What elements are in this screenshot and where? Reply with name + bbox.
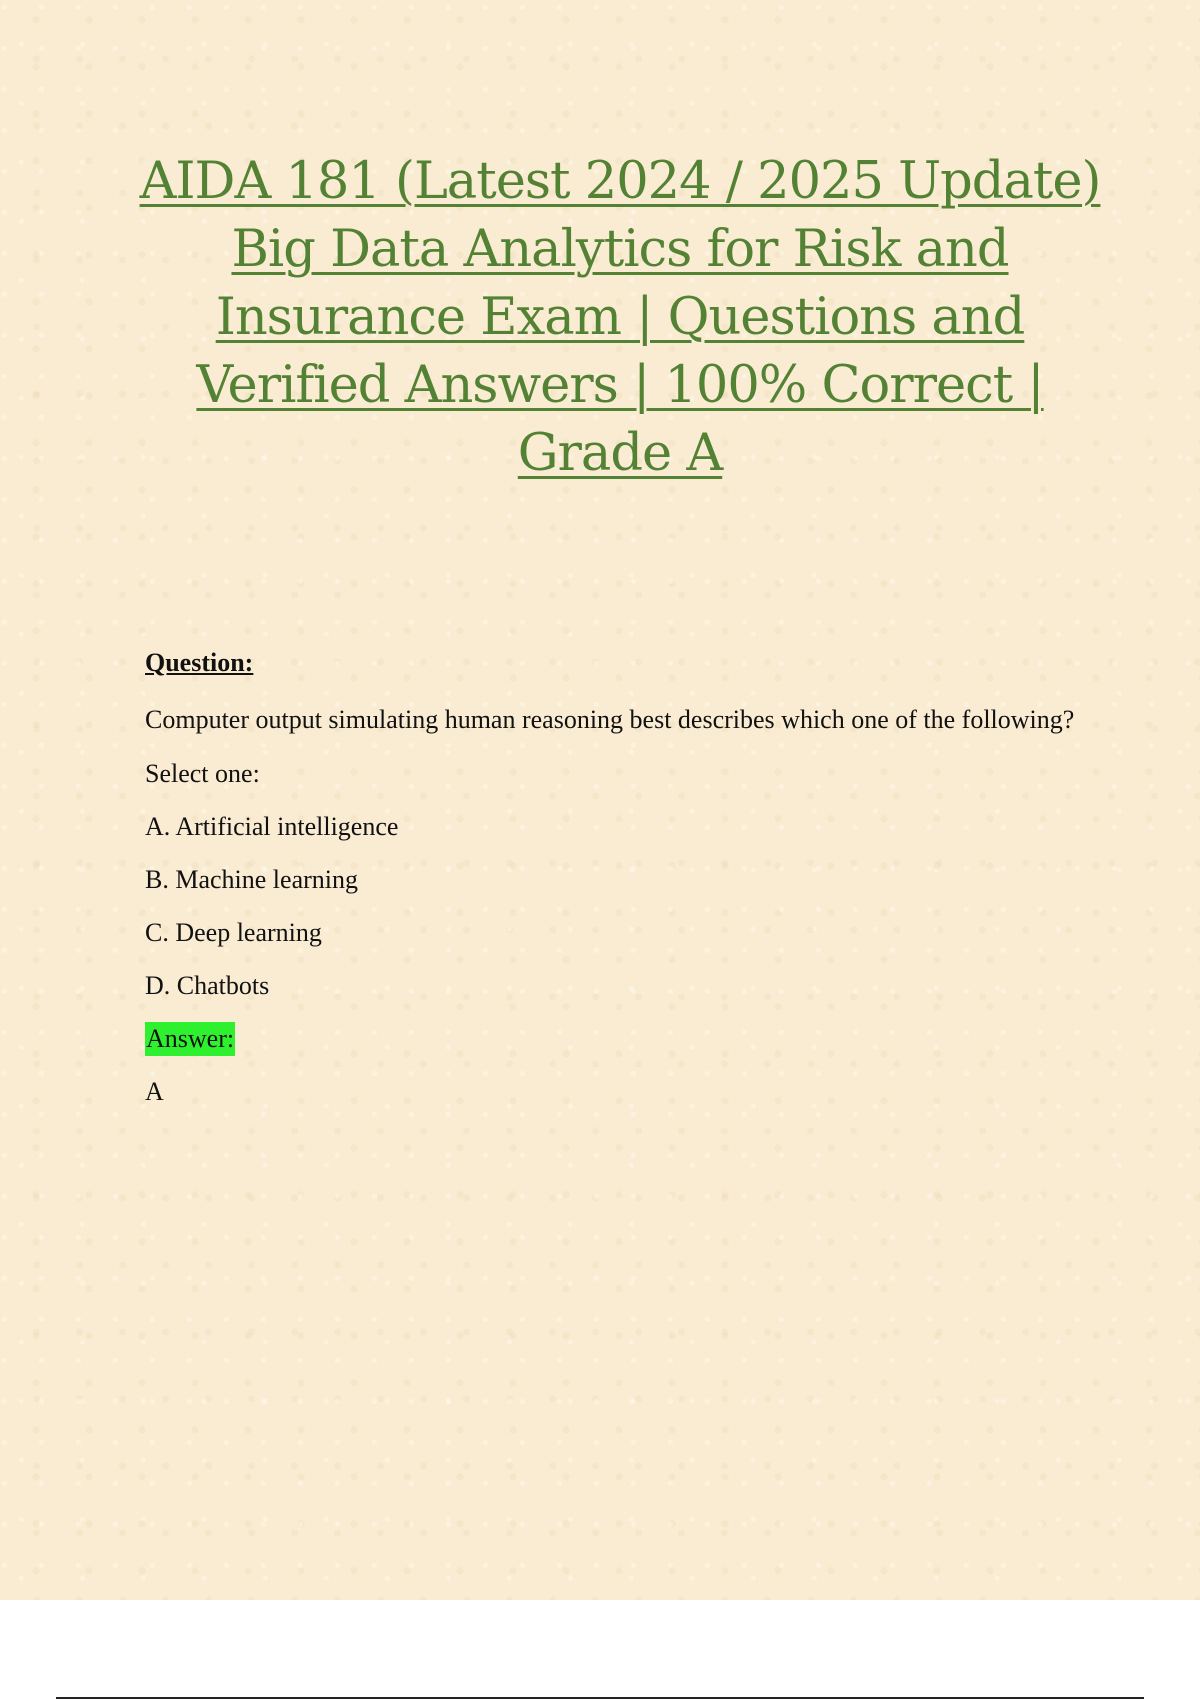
footer-divider	[56, 1697, 1144, 1699]
option-b: B. Machine learning	[145, 865, 358, 894]
option-d: D. Chatbots	[145, 971, 270, 1000]
option-c: C. Deep learning	[145, 918, 322, 947]
question-text: Computer output simulating human reasoning best describes which one of the following?	[145, 705, 1075, 734]
select-instruction: Select one:	[145, 759, 260, 788]
document-title: AIDA 181 (Latest 2024 / 2025 Update) Big Data Analytics for Risk and Insurance Exam | Questions and Verified Answers | 100% Correct | Grade A	[139, 152, 1101, 483]
answer-label: Answer:	[145, 1022, 235, 1056]
answer-label-row	[145, 1021, 1075, 1057]
option-a: A. Artificial intelligence	[145, 812, 399, 841]
question-label: Question:	[145, 648, 254, 677]
question-block	[145, 643, 1075, 1110]
answer-value: A	[145, 1077, 164, 1106]
